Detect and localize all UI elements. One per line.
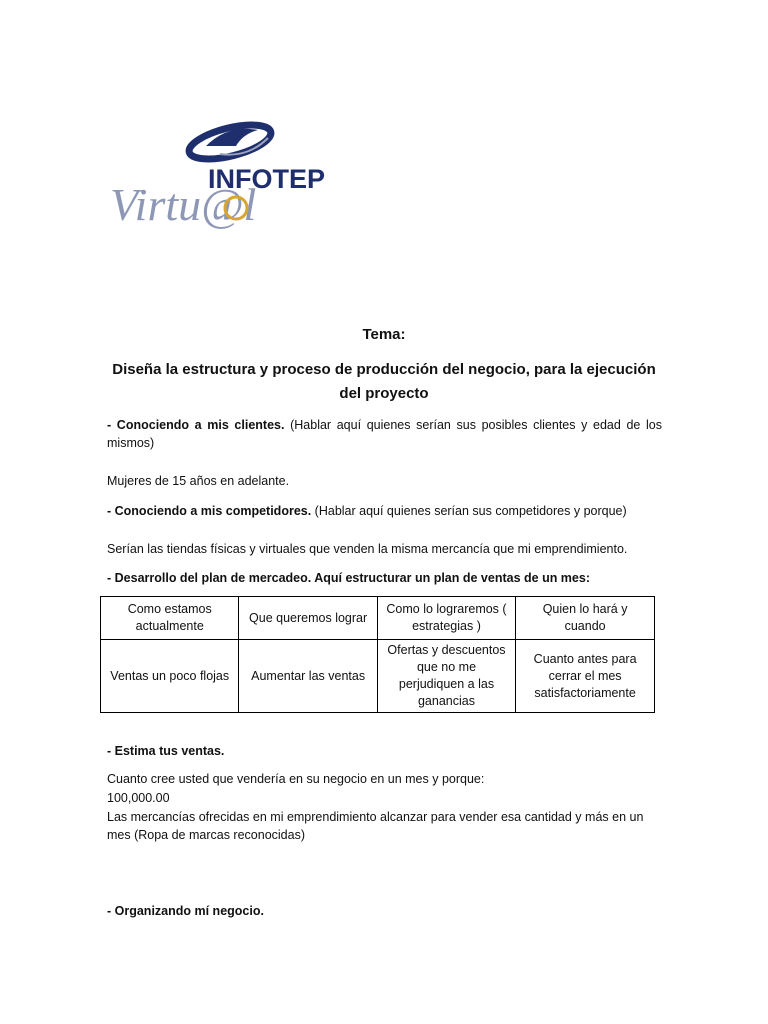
clientes-answer: Mujeres de 15 años en adelante. xyxy=(107,474,290,488)
infotep-virtual-logo xyxy=(108,116,326,234)
logo-script-text: Virtu@l xyxy=(110,179,257,230)
table-cell: Aumentar las ventas xyxy=(239,640,377,713)
table-header-cell: Quien lo hará y cuando xyxy=(516,597,655,640)
title-line-2: del proyecto xyxy=(339,385,429,402)
clientes-note: (Hablar aquí quienes serían sus posibles clientes y edad de los mismos) xyxy=(107,418,662,450)
table-cell: Ventas un poco flojas xyxy=(101,640,239,713)
ventas-amount: 100,000.00 xyxy=(107,791,170,805)
table-row xyxy=(101,640,655,713)
table-header-cell: Como lo lograremos ( estrategias ) xyxy=(377,597,515,640)
clientes-lead: - Conociendo a mis clientes. xyxy=(107,418,285,432)
tema-label: Tema: xyxy=(362,326,406,343)
table-cell: Ofertas y descuentos que no me perjudiquen a las ganancias xyxy=(377,640,515,713)
table-header-cell: Que queremos lograr xyxy=(239,597,377,640)
mercadeo-heading: - Desarrollo del plan de mercadeo. Aquí estructurar un plan de ventas de un mes: xyxy=(107,571,590,585)
table-header-row xyxy=(101,597,655,640)
ventas-reason: Las mercancías ofrecidas en mi emprendimiento alcanzar para vender esa cantidad y más en un mes (Ropa de marcas reconocidas) xyxy=(107,810,644,842)
competidores-note: (Hablar aquí quienes serían sus competidores y porque) xyxy=(311,504,627,518)
ventas-heading: - Estima tus ventas. xyxy=(107,744,225,758)
competidores-answer: Serían las tiendas físicas y virtuales que venden la misma mercancía que mi emprendimiento. xyxy=(107,542,628,556)
sales-plan-table xyxy=(100,596,655,713)
table-header-cell: Como estamos actualmente xyxy=(101,597,239,640)
logo-brand-text: INFOTEP xyxy=(208,164,326,194)
organizando-heading: - Organizando mí negocio. xyxy=(107,904,264,918)
table-cell: Cuanto antes para cerrar el mes satisfactoriamente xyxy=(516,640,655,713)
title-line-1: Diseña la estructura y proceso de producción del negocio, para la ejecución xyxy=(112,361,656,378)
competidores-lead: - Conociendo a mis competidores. xyxy=(107,504,312,518)
page-title xyxy=(100,358,668,406)
competidores-prompt xyxy=(107,502,662,520)
ventas-question: Cuanto cree usted que vendería en su negocio en un mes y porque: xyxy=(107,772,485,786)
clientes-prompt xyxy=(107,416,662,452)
